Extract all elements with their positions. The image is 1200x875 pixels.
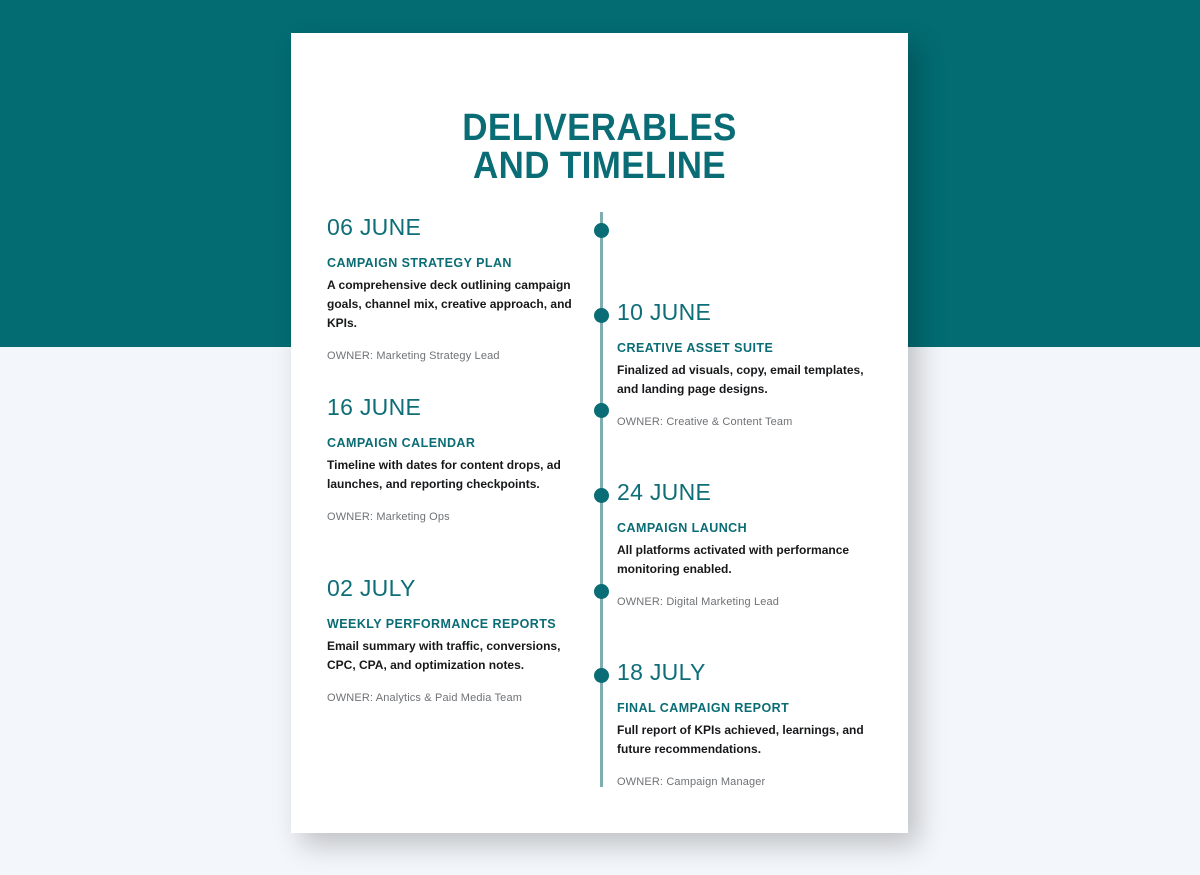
timeline-dot-5 [594,584,609,599]
entry-heading: CAMPAIGN LAUNCH [617,521,748,535]
timeline-dot-2 [594,308,609,323]
timeline-entry [617,299,879,429]
entry-description: Timeline with dates for content drops, ad launches, and reporting checkpoints. [327,458,561,491]
entry-heading: WEEKLY PERFORMANCE REPORTS [327,617,557,631]
entry-date: 18 JULY [617,659,706,685]
entry-heading: CAMPAIGN STRATEGY PLAN [327,256,512,270]
page-title-line-2: AND TIMELINE [472,145,726,187]
page-title-line-1: DELIVERABLES [462,107,737,149]
entry-description: A comprehensive deck outlining campaign goals, channel mix, creative approach, and KPIs. [327,278,572,330]
timeline-dot-6 [594,668,609,683]
timeline-entry [617,659,879,789]
entry-date: 02 JULY [327,575,416,601]
entry-date: 10 JUNE [617,299,712,325]
entry-owner: OWNER: Campaign Manager [617,776,766,788]
entry-date: 16 JUNE [327,394,422,420]
entry-date: 06 JUNE [327,214,422,240]
page-title [316,109,884,185]
entry-heading: FINAL CAMPAIGN REPORT [617,701,790,715]
entry-owner: OWNER: Marketing Strategy Lead [327,350,500,362]
entry-heading: CAMPAIGN CALENDAR [327,436,476,450]
timeline-dot-3 [594,403,609,418]
entry-description: Finalized ad visuals, copy, email templates, and landing page designs. [617,363,864,396]
entry-owner: OWNER: Analytics & Paid Media Team [327,692,523,704]
entry-heading: CREATIVE ASSET SUITE [617,341,774,355]
timeline-dot-1 [594,223,609,238]
timeline-entry [617,479,879,609]
timeline-entry [327,394,589,524]
entry-description: All platforms activated with performance monitoring enabled. [617,543,850,576]
timeline-card [291,33,908,833]
entry-description: Email summary with traffic, conversions, CPC, CPA, and optimization notes. [327,639,561,672]
entry-description: Full report of KPIs achieved, learnings, and future recommendations. [617,723,864,756]
timeline-entry [327,575,589,705]
entry-owner: OWNER: Marketing Ops [327,511,450,523]
timeline-dot-4 [594,488,609,503]
entry-date: 24 JUNE [617,479,712,505]
entry-owner: OWNER: Digital Marketing Lead [617,596,780,608]
entry-owner: OWNER: Creative & Content Team [617,416,793,428]
timeline-entry [327,214,589,363]
